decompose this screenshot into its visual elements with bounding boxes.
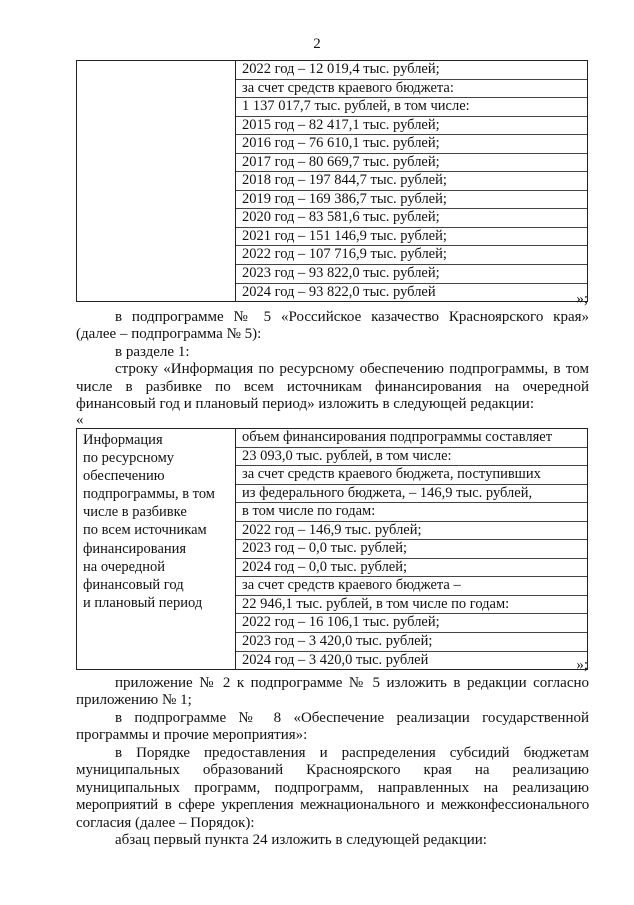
- table-line: 2022 год – 107 716,9 тыс. рублей;: [236, 246, 587, 265]
- label-line: финансовый год: [83, 576, 184, 593]
- table-line: 2016 год – 76 610,1 тыс. рублей;: [236, 135, 587, 154]
- table-line: 2017 год – 80 669,7 тыс. рублей;: [236, 154, 587, 173]
- paragraph-line: числе в разбивке по всем источникам финансирования на очередной: [76, 379, 589, 395]
- table-line: за счет средств краевого бюджета:: [236, 80, 587, 99]
- table-line: 2021 год – 151 146,9 тыс. рублей;: [236, 228, 587, 247]
- table-line: 1 137 017,7 тыс. рублей, в том числе:: [236, 98, 587, 117]
- label-line: по всем источникам: [83, 522, 207, 539]
- table-line: 2023 год – 3 420,0 тыс. рублей;: [236, 633, 587, 652]
- paragraph-line: мероприятий в сфере укрепления межнационального и межконфессионального: [76, 797, 589, 813]
- opening-quote: «: [76, 412, 84, 428]
- table-line: 2024 год – 0,0 тыс. рублей;: [236, 559, 587, 578]
- paragraph-line: строку «Информация по ресурсному обеспечению подпрограммы, в том: [115, 361, 589, 377]
- paragraph-line: муниципальных образований Красноярского края на реализацию: [76, 762, 589, 778]
- paragraph-line: в подпрограмме № 8 «Обеспечение реализации государственной: [115, 710, 589, 726]
- table-line: 2020 год – 83 581,6 тыс. рублей;: [236, 209, 587, 228]
- label-line: Информация: [83, 432, 163, 448]
- paragraph-line: в подпрограмме № 5 «Российское казачество Красноярского края»: [115, 309, 589, 325]
- funding-table-subprogram-5: [76, 428, 588, 670]
- paragraph-line: абзац первый пункта 24 изложить в следующей редакции:: [115, 832, 487, 848]
- table-line: 2024 год – 3 420,0 тыс. рублей: [242, 651, 429, 668]
- table-label-cell: [77, 61, 236, 302]
- table-line: 2023 год – 0,0 тыс. рублей;: [236, 540, 587, 559]
- paragraph-line: финансовый год и плановый период» изложить в следующей редакции:: [76, 396, 535, 412]
- table-line: за счет средств краевого бюджета –: [236, 577, 587, 596]
- funding-table-top: [76, 60, 588, 302]
- table-line: за счет средств краевого бюджета, поступивших: [236, 466, 587, 485]
- table-line: 2022 год – 146,9 тыс. рублей;: [236, 522, 587, 541]
- page-number: 2: [313, 36, 321, 52]
- paragraph-line: (далее – подпрограмма № 5):: [76, 326, 262, 342]
- table-line: в том числе по годам:: [236, 503, 587, 522]
- label-line: на очередной: [83, 558, 166, 575]
- label-line: и плановый период: [83, 594, 203, 611]
- table-line: 2018 год – 197 844,7 тыс. рублей;: [236, 172, 587, 191]
- paragraph-line: муниципальных программ, подпрограмм, направленных на реализацию: [76, 780, 589, 796]
- paragraph-line: согласия (далее – Порядок):: [76, 815, 255, 831]
- paragraph-line: в разделе 1:: [115, 344, 190, 360]
- paragraph-line: приложению № 1;: [76, 692, 192, 708]
- label-line: числе в разбивке: [83, 504, 187, 521]
- table-line: 23 093,0 тыс. рублей, в том числе:: [236, 448, 587, 467]
- table-line: 2019 год – 169 386,7 тыс. рублей;: [236, 191, 587, 210]
- table-value-cell: [236, 429, 588, 670]
- table-line: объем финансирования подпрограммы составляет: [236, 429, 587, 448]
- table-line: 2023 год – 93 822,0 тыс. рублей;: [236, 265, 587, 284]
- label-line: подпрограммы, в том: [83, 486, 215, 503]
- paragraph-line: в Порядке предоставления и распределения субсидий бюджетам: [115, 745, 589, 761]
- table-line: 2022 год – 12 019,4 тыс. рублей;: [236, 61, 587, 80]
- table-line: из федерального бюджета, – 146,9 тыс. рублей,: [236, 485, 587, 504]
- table-value-cell: [236, 61, 588, 302]
- table-line: 2015 год – 82 417,1 тыс. рублей;: [236, 117, 587, 136]
- table-line: 22 946,1 тыс. рублей, в том числе по годам:: [236, 596, 587, 615]
- paragraph-line: приложение № 2 к подпрограмме № 5 изложить в редакции согласно: [115, 675, 589, 691]
- table-line: 2022 год – 16 106,1 тыс. рублей;: [236, 614, 587, 633]
- table-line: 2024 год – 93 822,0 тыс. рублей: [242, 283, 436, 300]
- paragraph-line: программы и прочие мероприятия»:: [76, 727, 308, 743]
- closing-quote: »;: [576, 291, 588, 307]
- label-line: обеспечению: [83, 468, 165, 485]
- label-line: по ресурсному: [83, 450, 175, 467]
- table-label-cell: [77, 429, 236, 670]
- label-line: финансирования: [83, 540, 187, 557]
- closing-quote: »;: [576, 657, 588, 673]
